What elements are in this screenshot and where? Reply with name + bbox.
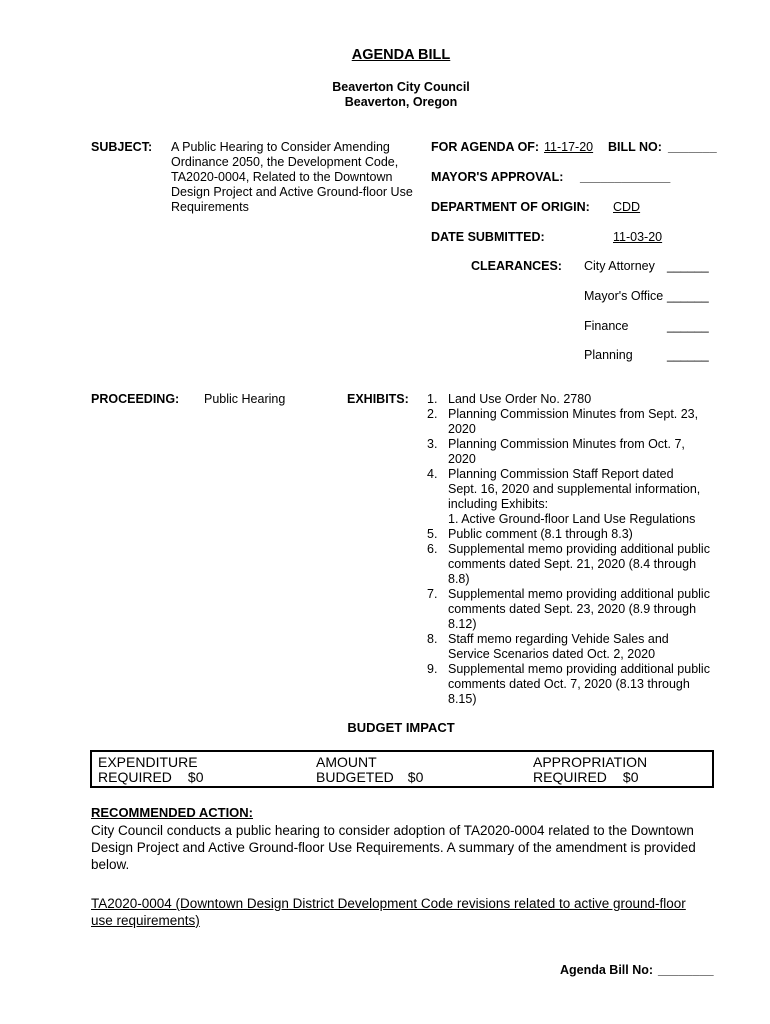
exhibit-line: comments dated Sept. 21, 2020 (8.4 through	[448, 557, 697, 571]
exhibit-line: Supplemental memo providing additional public	[448, 662, 710, 676]
footer-agenda-bill-label: Agenda Bill No:	[560, 963, 654, 977]
budget-appropriation-row	[533, 770, 712, 785]
exhibit-number: 3.	[427, 437, 438, 451]
budget-table	[90, 750, 714, 788]
exhibit-number: 6.	[427, 542, 438, 556]
budget-appropriation-value: $0	[622, 769, 639, 785]
mayors-approval-label: MAYOR'S APPROVAL:	[431, 170, 564, 184]
clearance-blank: ______	[667, 259, 709, 273]
budget-expenditure-cell	[91, 751, 310, 787]
exhibit-line: including Exhibits:	[448, 497, 549, 511]
bill-no-label: BILL NO:	[608, 140, 662, 154]
recommended-action-heading: RECOMMENDED ACTION:	[91, 805, 254, 820]
budget-amount-label: AMOUNT	[316, 754, 377, 770]
subject-text	[171, 140, 413, 215]
subject-line: Requirements	[171, 200, 249, 214]
recommended-action-line: Design Project and Active Ground-floor Use Requirements. A summary of the amendment is provided	[91, 840, 696, 855]
recommended-action-line: below.	[91, 857, 130, 872]
budget-amount-value: $0	[407, 769, 424, 785]
budget-amount-row	[316, 770, 527, 785]
subject-line: A Public Hearing to Consider Amending	[171, 140, 390, 154]
council-name: Beaverton City Council	[332, 80, 470, 94]
proceeding-value: Public Hearing	[204, 392, 286, 406]
exhibit-item	[427, 527, 727, 542]
clearance-blank: ______	[667, 348, 709, 362]
exhibit-line: Planning Commission Minutes from Sept. 23,	[448, 407, 699, 421]
exhibit-item	[427, 437, 727, 467]
exhibit-number: 5.	[427, 527, 438, 541]
budget-impact-title: BUDGET IMPACT	[347, 720, 455, 735]
exhibit-line: Planning Commission Minutes from Oct. 7,	[448, 437, 685, 451]
exhibit-item	[427, 542, 727, 587]
exhibit-item	[427, 407, 727, 437]
exhibit-line: 8.12)	[448, 617, 477, 631]
exhibit-line: Public comment (8.1 through 8.3)	[448, 527, 633, 541]
exhibit-number: 8.	[427, 632, 438, 646]
exhibit-item	[427, 587, 727, 632]
exhibit-item	[427, 662, 727, 707]
budget-appropriation-label: REQUIRED	[533, 769, 607, 785]
exhibit-line: 8.15)	[448, 692, 477, 706]
exhibit-line: 8.8)	[448, 572, 470, 586]
department-value: CDD	[613, 200, 641, 214]
exhibit-number: 4.	[427, 467, 438, 481]
budget-appropriation-cell	[527, 751, 713, 787]
bill-no-blank: _______	[668, 140, 717, 154]
exhibits-list	[427, 392, 727, 707]
exhibit-line: Supplemental memo providing additional public	[448, 587, 710, 601]
exhibit-number: 7.	[427, 587, 438, 601]
subject-line: Design Project and Active Ground-floor Use	[171, 185, 413, 199]
date-submitted-value: 11-03-20	[613, 230, 663, 244]
page-title: AGENDA BILL	[351, 47, 451, 63]
exhibit-line: comments dated Sept. 23, 2020 (8.9 through	[448, 602, 697, 616]
budget-expenditure-label: EXPENDITURE	[98, 754, 198, 770]
budget-appropriation-label: APPROPRIATION	[533, 754, 648, 770]
clearance-name: Mayor's Office	[584, 289, 664, 303]
exhibit-number: 2.	[427, 407, 438, 421]
subject-line: TA2020-0004, Related to the Downtown	[171, 170, 393, 184]
ta-heading-line: use requirements)	[91, 913, 200, 928]
exhibit-line: comments dated Oct. 7, 2020 (8.13 through	[448, 677, 690, 691]
clearances-label: CLEARANCES:	[471, 259, 562, 273]
exhibit-line: 2020	[448, 452, 476, 466]
proceeding-label: PROCEEDING:	[91, 392, 180, 406]
exhibit-line: 2020	[448, 422, 476, 436]
council-location: Beaverton, Oregon	[344, 95, 458, 109]
agenda-of-label: FOR AGENDA OF:	[431, 140, 540, 154]
department-label: DEPARTMENT OF ORIGIN:	[431, 200, 590, 214]
footer-agenda-bill-blank: ________	[658, 963, 714, 977]
clearance-name: Planning	[584, 348, 633, 362]
clearance-name: City Attorney	[584, 259, 655, 273]
subject-label: SUBJECT:	[91, 140, 153, 154]
recommended-action-text	[91, 822, 731, 873]
exhibit-line: Supplemental memo providing additional public	[448, 542, 710, 556]
subject-line: Ordinance 2050, the Development Code,	[171, 155, 399, 169]
budget-amount-label: BUDGETED	[316, 769, 394, 785]
mayors-approval-blank: _____________	[580, 170, 671, 184]
exhibit-line: Staff memo regarding Vehide Sales and	[448, 632, 669, 646]
ta-heading-line: TA2020-0004 (Downtown Design District Development Code revisions related to active ground-floor	[91, 896, 686, 911]
exhibit-number: 9.	[427, 662, 438, 676]
clearance-name: Finance	[584, 319, 629, 333]
exhibit-item	[427, 632, 727, 662]
ta-heading	[91, 895, 731, 929]
exhibit-line: Land Use Order No. 2780	[448, 392, 592, 406]
budget-expenditure-row	[98, 770, 310, 785]
exhibit-item	[427, 392, 727, 407]
clearance-blank: ______	[667, 289, 709, 303]
exhibit-line: 1. Active Ground-floor Land Use Regulations	[448, 512, 696, 526]
exhibits-label: EXHIBITS:	[347, 392, 409, 406]
exhibit-item	[427, 467, 727, 527]
agenda-of-value: 11-17-20	[544, 140, 594, 154]
recommended-action-line: City Council conducts a public hearing to consider adoption of TA2020-0004 related to the Downtown	[91, 823, 694, 838]
date-submitted-label: DATE SUBMITTED:	[431, 230, 545, 244]
clearance-blank: ______	[667, 319, 709, 333]
budget-expenditure-value: $0	[187, 769, 204, 785]
exhibit-line: Sept. 16, 2020 and supplemental information,	[448, 482, 701, 496]
exhibit-number: 1.	[427, 392, 438, 406]
exhibit-line: Service Scenarios dated Oct. 2, 2020	[448, 647, 656, 661]
budget-expenditure-label: REQUIRED	[98, 769, 172, 785]
budget-amount-cell	[310, 751, 527, 787]
exhibit-line: Planning Commission Staff Report dated	[448, 467, 674, 481]
